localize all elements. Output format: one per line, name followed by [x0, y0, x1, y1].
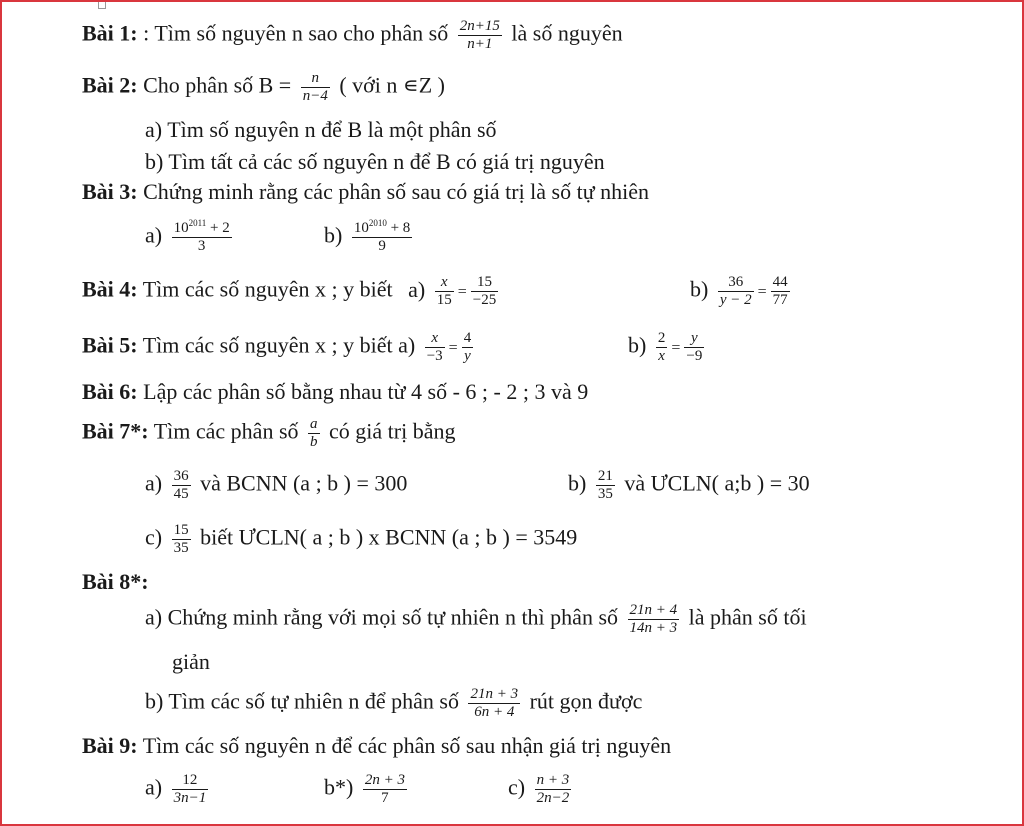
problem-3	[82, 178, 649, 206]
problem-2-fraction	[301, 70, 330, 105]
fraction-numerator: x	[425, 330, 445, 348]
fraction-denominator: 6n + 4	[474, 704, 515, 720]
fraction-numerator: 36	[718, 274, 754, 292]
power-exponent: 2010	[368, 218, 387, 228]
power-base: 10	[173, 220, 189, 236]
fraction-numerator: 21n + 4	[629, 602, 678, 618]
fraction-numerator: 2n + 3	[364, 772, 405, 788]
fraction-numerator: 2n+15	[459, 18, 500, 34]
problem-8a-text: a) Chứng minh rằng với mọi số tự nhiên n thì phân số	[145, 604, 618, 630]
problem-4b-label: b)	[690, 276, 709, 302]
equals-sign: =	[671, 339, 681, 357]
problem-7-text: Tìm các phân số	[148, 418, 299, 444]
problem-7b	[568, 468, 810, 503]
problem-2-label: Bài 2:	[82, 72, 138, 98]
problem-7a-fraction	[172, 468, 191, 503]
page-corner-mark	[98, 2, 106, 9]
problem-7c-text: biết ƯCLN( a ; b ) x BCNN (a ; b ) = 3549	[200, 524, 578, 550]
problem-5a-fraction-right	[462, 330, 474, 365]
problem-8b-text: b) Tìm các số tự nhiên n để phân số	[145, 688, 459, 714]
problem-4a-fraction-right	[471, 274, 498, 309]
problem-4a-label: a)	[408, 276, 426, 302]
problem-9	[82, 732, 671, 760]
problem-9b-fraction	[363, 772, 407, 807]
problem-7a	[145, 468, 407, 503]
problem-7b-text: và ƯCLN( a;b ) = 30	[624, 470, 810, 496]
problem-9-text: Tìm các số nguyên n để các phân số sau nhận giá trị nguyên	[137, 733, 672, 758]
problem-2a: a) Tìm số nguyên n để B là một phân số	[145, 117, 497, 142]
fraction-denominator: 35	[597, 486, 613, 502]
fraction-denominator: 77	[772, 292, 788, 308]
problem-5b-fraction-right	[684, 330, 704, 365]
problem-9c-fraction	[535, 772, 572, 807]
fraction-numerator: 15	[173, 522, 189, 538]
problem-5b-fraction-left	[656, 330, 668, 365]
problem-4a-fraction-left	[435, 274, 454, 309]
problem-2-text-end: ( với n ∊Z )	[339, 72, 445, 98]
problem-4b	[690, 274, 794, 309]
fraction-denominator: 3n−1	[173, 790, 207, 806]
power-base: 10	[353, 220, 369, 236]
problem-8b-fraction	[468, 686, 520, 721]
fraction-numerator: 44	[772, 274, 788, 290]
power-exponent: 2011	[188, 218, 207, 228]
problem-7-label: Bài 7*:	[82, 418, 149, 444]
problem-9a-label: a)	[145, 774, 163, 800]
fraction-denominator: y	[464, 348, 471, 364]
fraction-denominator: −9	[686, 348, 703, 364]
fraction-numerator: y	[684, 330, 704, 348]
problem-3b	[324, 220, 416, 255]
fraction-denominator: 15	[436, 292, 452, 308]
fraction-numerator: n	[301, 70, 330, 88]
problem-7a-text: và BCNN (a ; b ) = 300	[200, 470, 408, 496]
problem-1-fraction	[458, 18, 502, 53]
problem-6-label: Bài 6:	[82, 379, 138, 404]
problem-3b-label: b)	[324, 222, 343, 248]
problem-1-label: Bài 1:	[82, 20, 138, 46]
problem-7	[82, 416, 455, 451]
problem-7-fraction	[308, 416, 320, 451]
problem-7a-label: a)	[145, 470, 163, 496]
problem-3b-fraction	[352, 220, 412, 255]
problem-4b-fraction-left	[718, 274, 754, 309]
fraction-numerator: 15	[471, 274, 498, 292]
problem-2-text: Cho phân số B =	[137, 72, 292, 98]
problem-3a	[145, 220, 236, 255]
problem-2b: b) Tìm tất cả các số nguyên n để B có giá trị nguyên	[145, 149, 605, 174]
problem-8b	[145, 686, 642, 721]
fraction-denominator: x	[658, 348, 665, 364]
problem-1	[82, 18, 623, 53]
problem-1-text: : Tìm số nguyên n sao cho phân số	[137, 20, 449, 46]
problem-7-text-end: có giá trị bằng	[329, 418, 456, 444]
fraction-numerator: 12	[172, 772, 209, 790]
problem-9c-label: c)	[508, 774, 526, 800]
problem-5-text: Tìm các số nguyên x ; y biết a)	[137, 332, 416, 358]
fraction-numerator: a	[310, 416, 318, 432]
problem-8a-continued: giản	[172, 649, 210, 674]
problem-9c	[508, 772, 575, 807]
problem-3a-fraction	[172, 220, 232, 255]
equals-sign: =	[457, 283, 467, 301]
fraction-numerator	[172, 220, 232, 238]
equals-sign: =	[757, 283, 767, 301]
problem-8	[82, 568, 149, 596]
fraction-numerator: 21	[597, 468, 613, 484]
problem-9a	[145, 772, 212, 807]
fraction-denominator: b	[310, 434, 318, 450]
problem-8a-fraction	[628, 602, 680, 637]
problem-7c	[145, 522, 577, 557]
fraction-denominator: 14n + 3	[629, 620, 678, 636]
equals-sign: =	[448, 339, 458, 357]
problem-3a-label: a)	[145, 222, 163, 248]
problem-9-label: Bài 9:	[82, 733, 138, 758]
problem-9b-label: b*)	[324, 774, 354, 800]
fraction-numerator	[352, 220, 412, 238]
fraction-denominator: y − 2	[719, 292, 752, 308]
fraction-numerator: 21n + 3	[470, 686, 519, 702]
problem-4-label: Bài 4:	[82, 276, 138, 302]
problem-5a-fraction-left	[425, 330, 445, 365]
fraction-numerator: n + 3	[536, 772, 570, 788]
fraction-denominator: 35	[173, 540, 189, 556]
problem-3-label: Bài 3:	[82, 179, 138, 204]
problem-8-label: Bài 8*:	[82, 569, 149, 594]
problem-8a-text-end: là phân số tối	[688, 604, 807, 630]
fraction-denominator: 7	[381, 790, 389, 806]
fraction-denominator: 2n−2	[536, 790, 570, 806]
fraction-denominator: −3	[426, 348, 443, 364]
fraction-denominator: n−4	[302, 88, 328, 104]
problem-8b-text-end: rút gọn được	[529, 688, 643, 714]
problem-1-text-end: là số nguyên	[511, 20, 623, 46]
problem-5	[82, 330, 477, 365]
fraction-numerator: 4	[463, 330, 472, 346]
problem-9b	[324, 772, 411, 807]
problem-7c-fraction	[172, 522, 191, 557]
fraction-denominator: 9	[378, 238, 386, 254]
problem-4-text: Tìm các số nguyên x ; y biết	[137, 276, 393, 302]
problem-4b-fraction-right	[771, 274, 790, 309]
numerator-rest: + 8	[386, 220, 411, 236]
numerator-rest: + 2	[206, 220, 230, 236]
problem-7c-label: c)	[145, 524, 163, 550]
fraction-numerator: x	[435, 274, 454, 292]
fraction-numerator: 36	[173, 468, 189, 484]
fraction-denominator: 45	[173, 486, 189, 502]
problem-7b-fraction	[596, 468, 615, 503]
problem-5-label: Bài 5:	[82, 332, 138, 358]
problem-3-text: Chứng minh rằng các phân số sau có giá trị là số tự nhiên	[137, 179, 650, 204]
problem-5b-label: b)	[628, 332, 647, 358]
problem-5b	[628, 330, 708, 365]
fraction-numerator: 2	[657, 330, 666, 346]
fraction-denominator: 3	[197, 238, 206, 254]
problem-6	[82, 378, 588, 406]
problem-6-text: Lập các phân số bằng nhau từ 4 số - 6 ; - 2 ; 3 và 9	[137, 379, 589, 404]
fraction-denominator: −25	[472, 292, 497, 308]
problem-4	[82, 274, 502, 309]
problem-8a	[145, 602, 807, 637]
problem-9a-fraction	[172, 772, 209, 807]
problem-2	[82, 70, 445, 105]
fraction-denominator: n+1	[467, 36, 493, 52]
problem-7b-label: b)	[568, 470, 587, 496]
